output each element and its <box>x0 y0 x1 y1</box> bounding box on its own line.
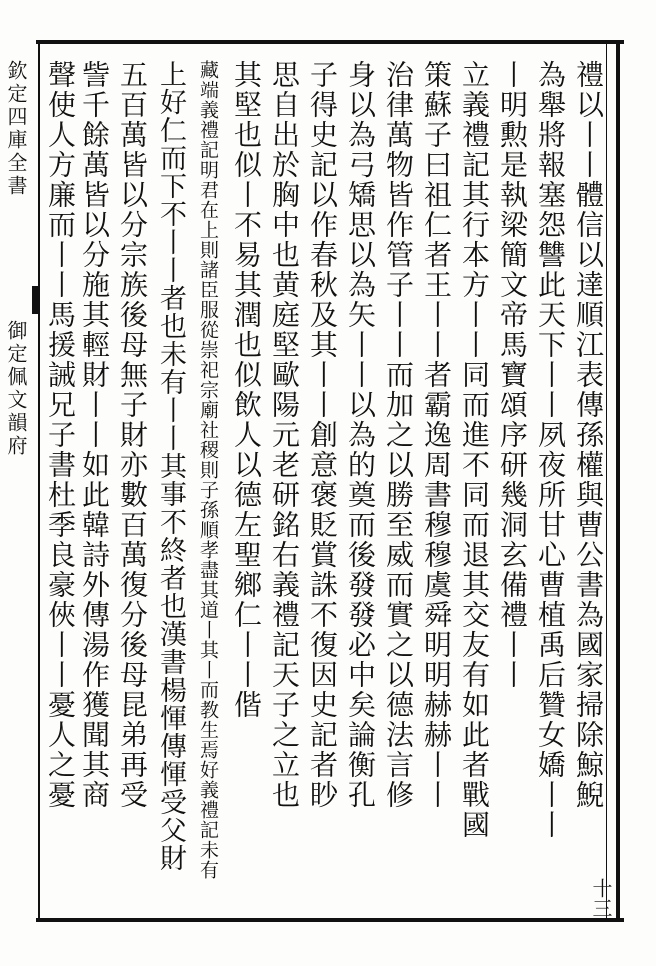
text-column: 為舉將報塞怨讐此天下丨丨夙夜所甘心曹植禹后贊女嬌丨丨 <box>534 60 567 840</box>
text-column: 藏端義禮記明君在上則諸臣服從崇祀宗廟社稷則子孫順孝盡其道丨其丨而教生焉好義禮記未有 <box>197 60 219 880</box>
text-column: 思自出於胸中也黄庭堅歐陽元老研銘右義禮記天子之立也 <box>268 60 301 810</box>
margin-column-lower <box>2 320 32 520</box>
text-column: 訾千餘萬皆以分施其輕財丨丨如此韓詩外傳湯作獲聞其商 <box>78 60 111 810</box>
text-column: 五百萬皆以分宗族後母無子財亦數百萬復分後母昆弟再受 <box>116 60 149 810</box>
text-column: 聲使人方廉而丨丨馬援誡兄子書杜季良豪俠丨丨憂人之憂 <box>44 60 77 810</box>
text-column: 丨明勲是執梁簡文帝馬寶頌序研幾洞玄備禮丨丨 <box>496 60 529 690</box>
text-column: 身以為弓矯思以為矢丨丨以為的奠而後發發必中矣論衡孔 <box>344 60 377 810</box>
text-column: 立義禮記其行本方丨丨同而進不同而退其交友有如此者戰國 <box>458 60 491 840</box>
text-column: 策蘇子曰祖仁者王丨丨者霸逸周書穆穆虞舜明明赫赫丨丨 <box>420 60 453 810</box>
text-column: 其堅也似丨不易其潤也似飲人以德左聖鄉仁丨丨偕 <box>230 60 263 720</box>
top-border-rule <box>36 40 624 44</box>
book-title-text: 御定佩文韻府 <box>4 320 28 458</box>
text-column: 上好仁而下不丨丨者也未有丨丨其事不終者也漢書楊惲傳惲受父財 <box>155 60 186 872</box>
right-border-rule <box>616 40 620 922</box>
text-column: 治律萬物皆作管子丨丨而加之以勝至威而實之以德法言修 <box>382 60 415 810</box>
margin-column <box>2 60 32 280</box>
text-column: 禮以丨丨體信以達順江表傳孫權與曹公書為國家掃除鯨鯢 <box>572 60 605 810</box>
text-column: 子得史記以作春秋及其丨丨創意褒貶賞誅不復因史記者眇 <box>306 60 339 810</box>
page-number: 十三 <box>589 878 613 918</box>
margin-top-text: 欽定四庫全書 <box>4 60 28 198</box>
